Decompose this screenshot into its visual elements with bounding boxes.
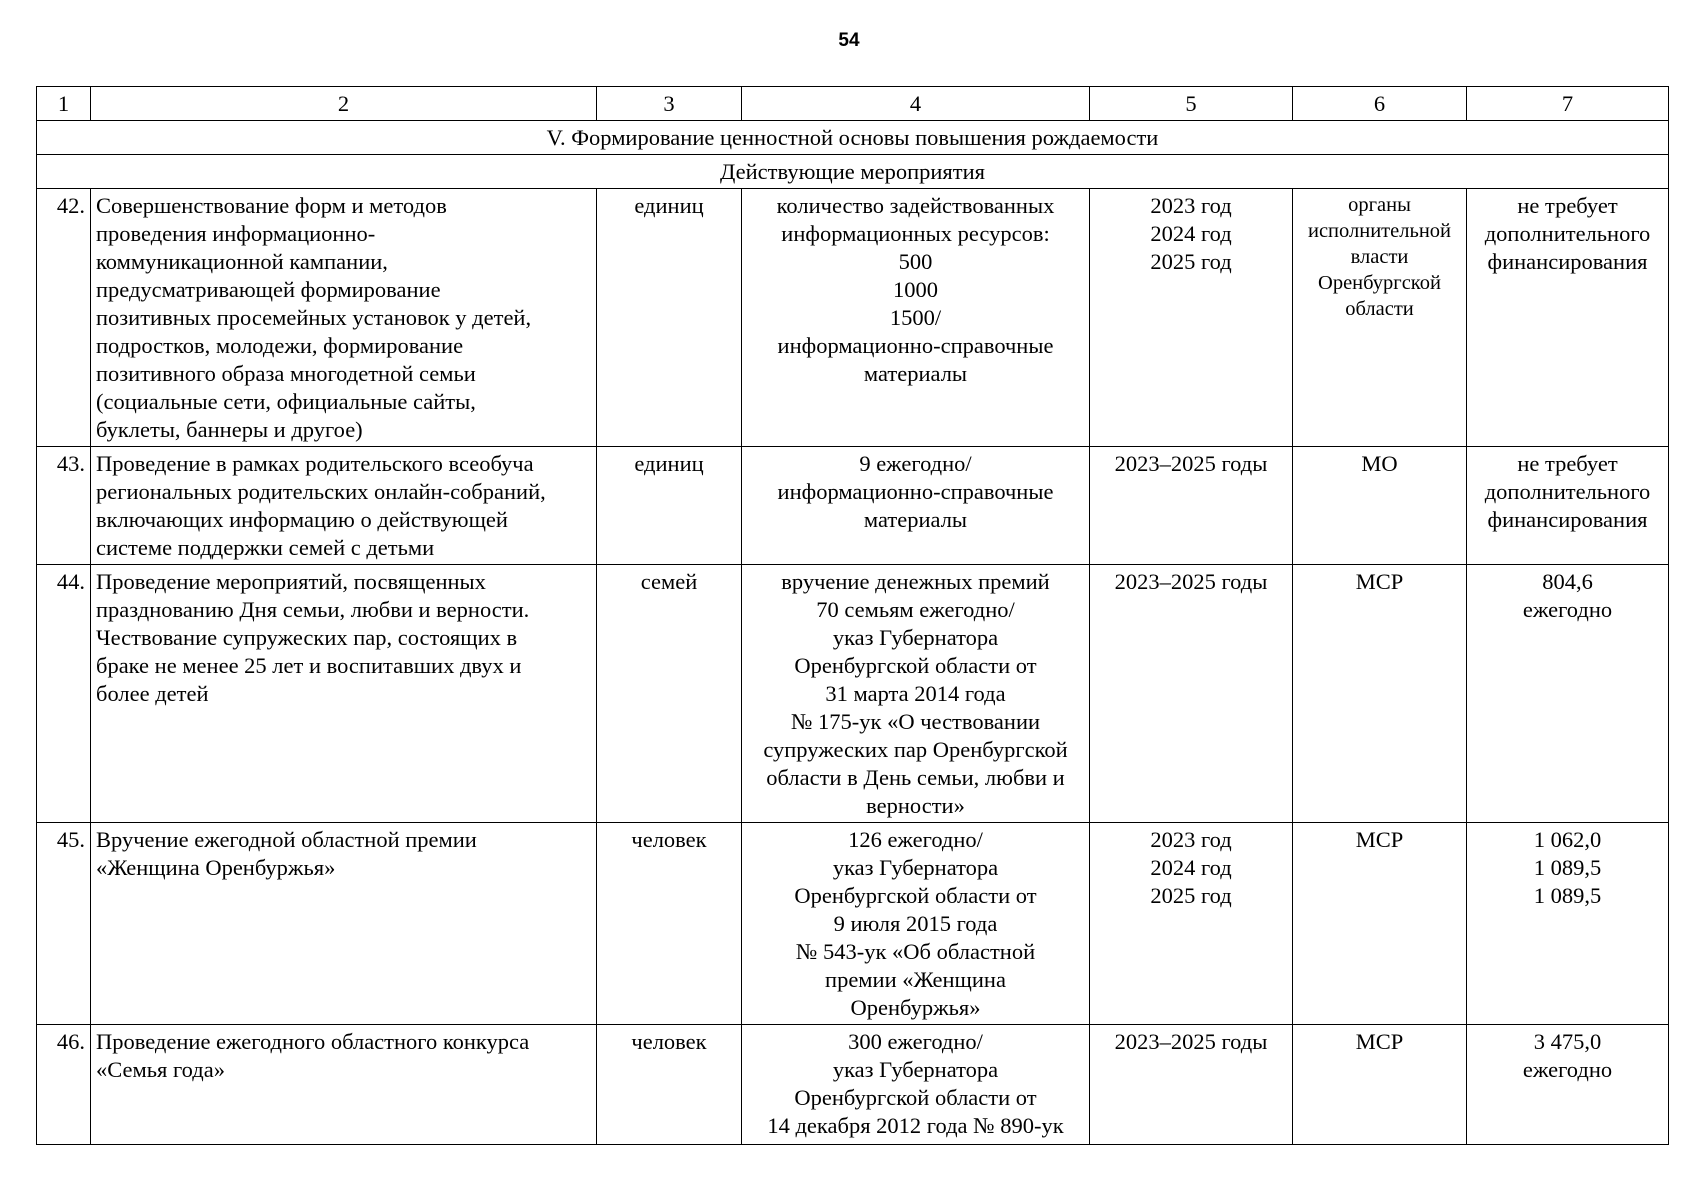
column-number: 1 bbox=[37, 87, 91, 121]
table-row bbox=[37, 447, 1669, 565]
funding-cell-line: финансирования bbox=[1487, 507, 1648, 532]
unit-cell: единиц bbox=[597, 447, 742, 565]
unit-cell: человек bbox=[597, 823, 742, 1025]
measure-title-line: (социальные сети, официальные сайты, bbox=[96, 389, 476, 414]
section-row bbox=[37, 121, 1669, 155]
row-number: 42. bbox=[37, 189, 91, 447]
measure-title-line: предусматривающей формирование bbox=[96, 277, 441, 302]
measure-title-line: буклеты, баннеры и другое) bbox=[96, 417, 363, 442]
measure-title-line: системе поддержки семей с детьми bbox=[96, 535, 435, 560]
measure-title-line: браке не менее 25 лет и воспитавших двух и bbox=[96, 653, 522, 678]
funding-cell bbox=[1467, 565, 1669, 823]
period-cell-line: 2024 год bbox=[1150, 855, 1232, 880]
period-cell-line: 2023 год bbox=[1150, 827, 1232, 852]
indicator-cell-line: № 175-ук «О чествовании bbox=[790, 709, 1041, 734]
row-number: 45. bbox=[37, 823, 91, 1025]
funding-cell-line: ежегодно bbox=[1522, 597, 1613, 622]
funding-cell-line: не требует bbox=[1517, 451, 1618, 476]
table-row bbox=[37, 189, 1669, 447]
indicator-cell-line: указ Губернатора bbox=[832, 625, 999, 650]
period-cell bbox=[1090, 189, 1293, 447]
period-cell bbox=[1090, 565, 1293, 823]
row-number: 46. bbox=[37, 1025, 91, 1145]
column-number: 6 bbox=[1293, 87, 1467, 121]
funding-cell bbox=[1467, 823, 1669, 1025]
period-cell bbox=[1090, 1025, 1293, 1145]
column-number: 5 bbox=[1090, 87, 1293, 121]
column-number: 7 bbox=[1467, 87, 1669, 121]
subsection-row bbox=[37, 155, 1669, 189]
indicator-cell-line: 9 ежегодно/ bbox=[859, 451, 972, 476]
indicator-cell bbox=[742, 189, 1090, 447]
executor-cell bbox=[1293, 189, 1467, 447]
indicator-cell-line: Оренбургской области от bbox=[794, 1085, 1037, 1110]
indicator-cell-line: 1500/ bbox=[889, 305, 942, 330]
measure-title-line: подростков, молодежи, формирование bbox=[96, 333, 464, 358]
indicator-cell bbox=[742, 823, 1090, 1025]
measure-title bbox=[91, 1025, 597, 1145]
executor-cell-line: Оренбургской bbox=[1318, 272, 1441, 294]
funding-cell-line: 3 475,0 bbox=[1533, 1029, 1602, 1054]
column-number: 4 bbox=[742, 87, 1090, 121]
measure-title-line: «Женщина Оренбуржья» bbox=[96, 855, 336, 880]
indicator-cell-line: № 543-ук «Об областной bbox=[795, 939, 1036, 964]
row-number: 43. bbox=[37, 447, 91, 565]
measure-title-line: проведения информационно- bbox=[96, 221, 376, 246]
indicator-cell-line: материалы bbox=[863, 507, 968, 532]
indicator-cell-line: Оренбуржья» bbox=[850, 995, 981, 1020]
measure-title-line: Проведение ежегодного областного конкурса bbox=[96, 1029, 530, 1054]
indicator-cell-line: 70 семьям ежегодно/ bbox=[816, 597, 1015, 622]
indicator-cell-line: количество задействованных bbox=[776, 193, 1055, 218]
measure-title bbox=[91, 565, 597, 823]
funding-cell-line: финансирования bbox=[1487, 249, 1648, 274]
executor-cell bbox=[1293, 447, 1467, 565]
indicator-cell-line: супружеских пар Оренбургской bbox=[763, 737, 1068, 762]
indicator-cell-line: указ Губернатора bbox=[832, 1057, 999, 1082]
indicator-cell bbox=[742, 1025, 1090, 1145]
funding-cell-line: ежегодно bbox=[1522, 1057, 1613, 1082]
measure-title-line: коммуникационной кампании, bbox=[96, 249, 388, 274]
funding-cell bbox=[1467, 189, 1669, 447]
funding-cell-line: 1 089,5 bbox=[1533, 883, 1602, 908]
indicator-cell-line: указ Губернатора bbox=[832, 855, 999, 880]
period-cell bbox=[1090, 447, 1293, 565]
indicator-cell-line: 300 ежегодно/ bbox=[848, 1029, 983, 1054]
period-cell-line: 2023–2025 годы bbox=[1114, 569, 1268, 594]
period-cell-line: 2023–2025 годы bbox=[1114, 451, 1268, 476]
measure-title-line: включающих информацию о действующей bbox=[96, 507, 508, 532]
measure-title-line: празднованию Дня семьи, любви и верности. bbox=[96, 597, 530, 622]
measure-title-line: региональных родительских онлайн-собраний, bbox=[96, 479, 546, 504]
measure-title bbox=[91, 447, 597, 565]
executor-cell bbox=[1293, 823, 1467, 1025]
measure-title bbox=[91, 823, 597, 1025]
measure-title-line: Проведение мероприятий, посвященных bbox=[96, 569, 486, 594]
executor-cell-line: органы bbox=[1348, 194, 1411, 216]
indicator-cell-line: информационных ресурсов: bbox=[781, 221, 1050, 246]
funding-cell-line: 804,6 bbox=[1542, 569, 1593, 594]
indicator-cell-line: Оренбургской области от bbox=[794, 653, 1037, 678]
indicator-cell bbox=[742, 447, 1090, 565]
measure-title bbox=[91, 189, 597, 447]
measure-title-line: Чествование супружеских пар, состоящих в bbox=[96, 625, 518, 650]
funding-cell bbox=[1467, 1025, 1669, 1145]
measure-title-line: более детей bbox=[96, 681, 209, 706]
period-cell-line: 2023 год bbox=[1150, 193, 1232, 218]
funding-cell-line: 1 089,5 bbox=[1533, 855, 1602, 880]
indicator-cell bbox=[742, 565, 1090, 823]
unit-cell: семей bbox=[597, 565, 742, 823]
period-cell-line: 2023–2025 годы bbox=[1114, 1029, 1268, 1054]
executor-cell-line: МСР bbox=[1355, 827, 1404, 852]
indicator-cell-line: Оренбургской области от bbox=[794, 883, 1037, 908]
indicator-cell-line: премии «Женщина bbox=[825, 967, 1006, 992]
table-row bbox=[37, 823, 1669, 1025]
indicator-cell-line: верности» bbox=[866, 793, 965, 818]
executor-cell-line: МО bbox=[1361, 451, 1398, 476]
subsection-title: Действующие мероприятия bbox=[37, 155, 1669, 189]
measure-title-line: Проведение в рамках родительского всеобуча bbox=[96, 451, 534, 476]
period-cell-line: 2024 год bbox=[1150, 221, 1232, 246]
indicator-cell-line: материалы bbox=[863, 361, 968, 386]
measure-title-line: позитивных просемейных установок у детей, bbox=[96, 305, 532, 330]
measure-title-line: «Семья года» bbox=[96, 1057, 225, 1082]
unit-cell: единиц bbox=[597, 189, 742, 447]
executor-cell-line: области bbox=[1345, 298, 1414, 320]
column-number-header-row bbox=[37, 87, 1669, 121]
funding-cell-line: дополнительного bbox=[1484, 479, 1651, 504]
row-number: 44. bbox=[37, 565, 91, 823]
table-row bbox=[37, 1025, 1669, 1145]
indicator-cell-line: 126 ежегодно/ bbox=[848, 827, 983, 852]
indicator-cell-line: вручение денежных премий bbox=[781, 569, 1050, 594]
executor-cell-line: МСР bbox=[1355, 569, 1404, 594]
period-cell-line: 2025 год bbox=[1150, 249, 1232, 274]
page-number: 54 bbox=[838, 30, 860, 51]
funding-cell-line: не требует bbox=[1517, 193, 1618, 218]
executor-cell-line: МСР bbox=[1355, 1029, 1404, 1054]
executor-cell-line: власти bbox=[1350, 246, 1409, 268]
section-title: V. Формирование ценностной основы повышения рождаемости bbox=[37, 121, 1669, 155]
period-cell-line: 2025 год bbox=[1150, 883, 1232, 908]
indicator-cell-line: информационно-справочные bbox=[777, 333, 1054, 358]
period-cell bbox=[1090, 823, 1293, 1025]
indicator-cell-line: информационно-справочные bbox=[777, 479, 1054, 504]
executor-cell bbox=[1293, 1025, 1467, 1145]
funding-cell-line: дополнительного bbox=[1484, 221, 1651, 246]
measure-title-line: позитивного образа многодетной семьи bbox=[96, 361, 476, 386]
indicator-cell-line: 500 bbox=[898, 249, 933, 274]
measure-title-line: Совершенствование форм и методов bbox=[96, 193, 447, 218]
indicator-cell-line: 1000 bbox=[893, 277, 938, 302]
measures-table bbox=[36, 86, 1669, 1145]
executor-cell-line: исполнительной bbox=[1307, 220, 1452, 242]
table-row bbox=[37, 565, 1669, 823]
funding-cell bbox=[1467, 447, 1669, 565]
indicator-cell-line: 9 июля 2015 года bbox=[833, 911, 998, 936]
indicator-cell-line: 31 марта 2014 года bbox=[825, 681, 1006, 706]
indicator-cell-line: 14 декабря 2012 года № 890-ук bbox=[767, 1113, 1064, 1138]
column-number: 2 bbox=[91, 87, 597, 121]
measure-title-line: Вручение ежегодной областной премии bbox=[96, 827, 477, 852]
indicator-cell-line: области в День семьи, любви и bbox=[766, 765, 1065, 790]
unit-cell: человек bbox=[597, 1025, 742, 1145]
column-number: 3 bbox=[597, 87, 742, 121]
executor-cell bbox=[1293, 565, 1467, 823]
funding-cell-line: 1 062,0 bbox=[1533, 827, 1602, 852]
